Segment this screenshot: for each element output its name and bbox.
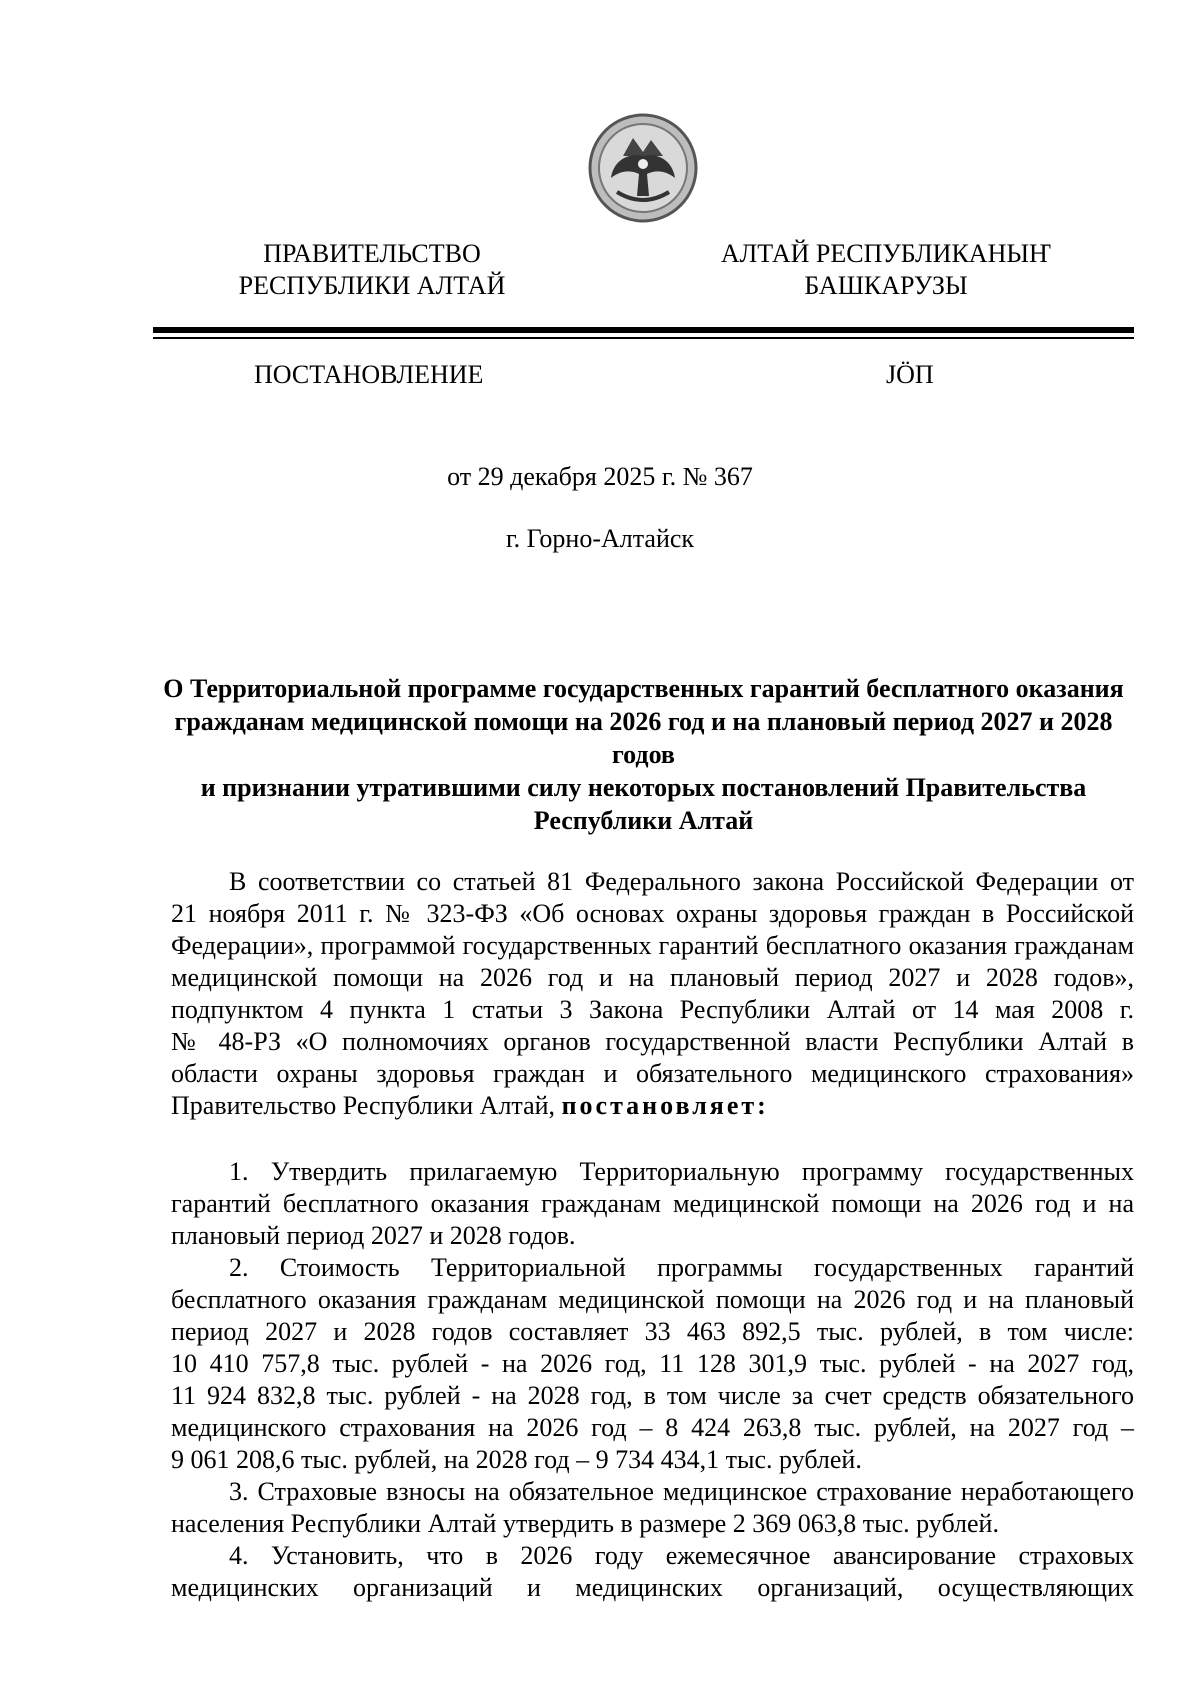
header-right-line-1: АЛТАЙ РЕСПУБЛИКАНЫҤ bbox=[720, 239, 1052, 268]
text-line: 10 410 757,8 тыс. рублей - на 2026 год, 11 128 301,9 тыс. рублей - на 2027 год, bbox=[171, 1349, 1134, 1378]
item-4 bbox=[171, 1540, 1134, 1604]
text-line: 4. Установить, что в 2026 году ежемесячное авансирование страховых bbox=[229, 1541, 1134, 1570]
text-line bbox=[171, 1090, 1134, 1122]
text-line: № 48-РЗ «О полномочиях органов государственной власти Республики Алтай в bbox=[171, 1027, 1134, 1056]
document-date-number: от 29 декабря 2025 г. № 367 bbox=[447, 462, 753, 491]
text-line: плановый период 2027 и 2028 годов. bbox=[171, 1221, 576, 1250]
text-line: 21 ноября 2011 г. № 323-ФЗ «Об основах охраны здоровья граждан в Российской bbox=[171, 899, 1134, 928]
document-title bbox=[153, 672, 1134, 837]
text-line: 9 061 208,6 тыс. рублей, на 2028 год – 9 734 434,1 тыс. рублей. bbox=[171, 1445, 862, 1474]
item-2 bbox=[171, 1252, 1134, 1476]
text-line: медицинской помощи на 2026 год и на плановый период 2027 и 2028 годов», bbox=[171, 963, 1134, 992]
text-line: медицинского страхования на 2026 год – 8 424 263,8 тыс. рублей, на 2027 год – bbox=[171, 1413, 1134, 1442]
text-line: населения Республики Алтай утвердить в размере 2 369 063,8 тыс. рублей. bbox=[171, 1509, 999, 1538]
text-line: Федерации», программой государственных гарантий бесплатного оказания гражданам bbox=[171, 931, 1134, 960]
text-line: 1. Утвердить прилагаемую Территориальную программу государственных bbox=[229, 1157, 1134, 1186]
title-line: гражданам медицинской помощи на 2026 год и на плановый период 2027 и 2028 годов bbox=[174, 707, 1113, 769]
text-line: подпунктом 4 пункта 1 статьи 3 Закона Республики Алтай от 14 мая 2008 г. bbox=[171, 995, 1134, 1024]
header-right-line-2: БАШКАРУЗЫ bbox=[804, 271, 968, 300]
header-divider-thin bbox=[153, 337, 1134, 339]
text-line: период 2027 и 2028 годов составляет 33 463 892,5 тыс. рублей, в том числе: bbox=[171, 1317, 1134, 1346]
doctype-left: ПОСТАНОВЛЕНИЕ bbox=[254, 360, 484, 389]
preamble-last-prefix: Правительство Республики Алтай, bbox=[171, 1091, 556, 1120]
text-line: 2. Стоимость Территориальной программы государственных гарантий bbox=[229, 1253, 1134, 1282]
title-line: О Территориальной программе государственных гарантий бесплатного оказания bbox=[163, 674, 1124, 703]
header-left-line-1: ПРАВИТЕЛЬСТВО bbox=[263, 239, 481, 268]
title-line: и признании утратившими силу некоторых постановлений Правительства bbox=[200, 773, 1087, 802]
item-3 bbox=[171, 1476, 1134, 1540]
header-left-line-2: РЕСПУБЛИКИ АЛТАЙ bbox=[238, 271, 506, 300]
document-body bbox=[171, 866, 1134, 1604]
text-line: 3. Страховые взносы на обязательное медицинское страхование неработающего bbox=[229, 1477, 1134, 1506]
decree-word: постановляет: bbox=[561, 1091, 769, 1120]
coat-of-arms-emblem bbox=[587, 112, 699, 224]
text-line: бесплатного оказания гражданам медицинской помощи на 2026 год и на плановый bbox=[171, 1285, 1134, 1314]
doctype-right: JӦП bbox=[886, 360, 934, 389]
text-line: области охраны здоровья граждан и обязательного медицинского страхования» bbox=[171, 1059, 1134, 1088]
text-line: медицинских организаций и медицинских организаций, осуществляющих bbox=[171, 1573, 1134, 1602]
text-line: В соответствии со статьей 81 Федерального закона Российской Федерации от bbox=[229, 867, 1134, 896]
header-left bbox=[162, 238, 582, 302]
document-city: г. Горно-Алтайск bbox=[505, 524, 695, 553]
header-right bbox=[676, 238, 1096, 302]
preamble-paragraph bbox=[171, 866, 1134, 1122]
text-line: гарантий бесплатного оказания гражданам медицинской помощи на 2026 год и на bbox=[171, 1189, 1134, 1218]
text-line: 11 924 832,8 тыс. рублей - на 2028 год, в том числе за счет средств обязательного bbox=[171, 1381, 1134, 1410]
title-line: Республики Алтай bbox=[533, 806, 754, 835]
item-1 bbox=[171, 1156, 1134, 1252]
header-divider-thick bbox=[153, 327, 1134, 333]
